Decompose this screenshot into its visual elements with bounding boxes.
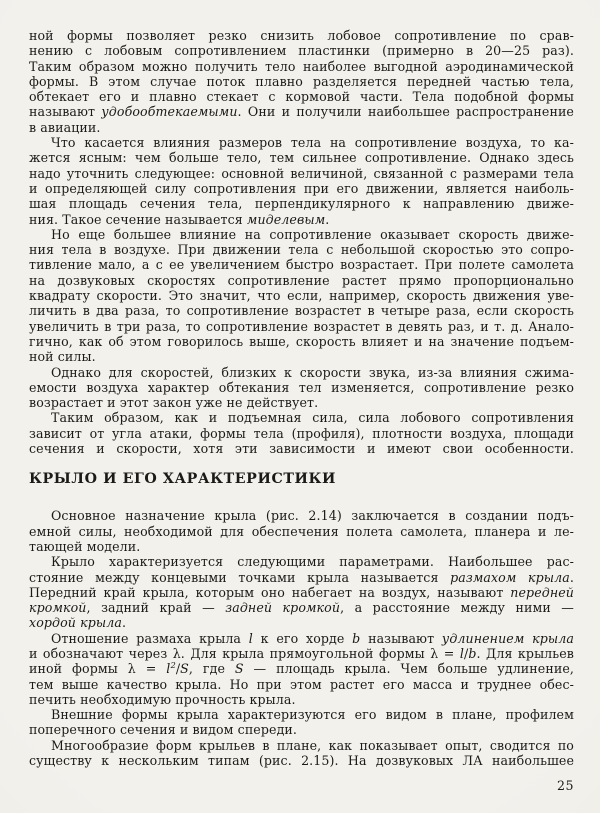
text-run: Что касается влияния размеров тела на сопротивление воздуха, то ка-	[51, 135, 574, 151]
text-line	[29, 692, 574, 707]
text-run: шая площадь сечения тела, перпендикулярного к направлению движе-	[29, 196, 574, 212]
text-line	[29, 524, 574, 539]
text-run: тивление мало, а с ее увеличением быстро возрастает. При полете самолета	[29, 257, 574, 273]
text-line	[29, 59, 574, 74]
text-line	[29, 89, 574, 104]
text-run: называют	[360, 630, 442, 646]
text-run: l	[248, 630, 253, 646]
text-run: Крыло характеризуется следующими параметрами. Наибольшее рас-	[51, 554, 574, 570]
text-run: Таким образом, как и подъемная сила, сила лобового сопротивления	[51, 410, 574, 426]
text-run: миделевым	[246, 211, 326, 227]
text-run: Внешние формы крыла характеризуются его видом в плане, профилем	[51, 707, 574, 723]
text-run: в авиации.	[29, 119, 101, 135]
text-run: обтекает его и плавно стекает с кормовой части. Тела подобной формы	[29, 89, 574, 105]
text-line	[29, 43, 574, 58]
text-run: печить необходимую прочность крыла.	[29, 691, 296, 707]
paragraph	[29, 227, 574, 365]
text-run: l	[459, 645, 464, 661]
text-run: ния тела в воздухе. При движении тела с небольшой скоростью это сопро-	[29, 242, 574, 258]
text-run: /	[175, 661, 181, 677]
text-line	[29, 600, 574, 615]
text-line	[29, 257, 574, 272]
text-line	[29, 150, 574, 165]
text-run: задней кромкой	[225, 600, 341, 616]
text-run: сечения и скорости, хотя эти зависимости и имеют свои особенности.	[29, 441, 574, 457]
text-line	[29, 554, 574, 569]
text-line	[29, 196, 574, 211]
text-run: возрастает и этот закон уже не действует.	[29, 395, 319, 411]
text-line	[29, 738, 574, 753]
text-run: , задний край —	[86, 600, 226, 616]
text-run: — площадь крыла. Чем больше удлинение,	[243, 661, 574, 677]
text-line	[29, 303, 574, 318]
text-line	[29, 334, 574, 349]
text-run: емости воздуха характер обтекания тел изменяется, сопротивление резко	[29, 379, 574, 395]
page-footer	[29, 775, 574, 794]
text-line	[29, 570, 574, 585]
text-run: и определяющей силу сопротивления при его движении, является наиболь-	[29, 180, 574, 196]
text-line	[29, 631, 574, 646]
text-line	[29, 426, 574, 441]
text-line	[29, 722, 574, 737]
text-run: увеличить в три раза, то сопротивление возрастет в девять раз, и т. д. Анало-	[29, 318, 574, 334]
text-run: Многообразие форм крыльев в плане, как показывает опыт, сводится по	[51, 737, 574, 753]
text-run: кромкой	[29, 600, 87, 616]
text-line	[29, 615, 574, 630]
text-run: /	[463, 645, 469, 661]
text-run: .	[325, 211, 330, 227]
text-line	[29, 539, 574, 554]
text-line	[29, 646, 574, 661]
text-run: тем выше качество крыла. Но при этом растет его масса и труднее обес-	[29, 676, 574, 692]
text-line	[29, 242, 574, 257]
text-run: . Они и получили наибольшее распространение	[237, 104, 574, 120]
text-run: и обозначают через λ. Для крыла прямоугольной формы λ =	[29, 645, 460, 661]
text-run: надо уточнить следующее: основной величиной, связанной с размерами тела	[29, 165, 574, 181]
text-run: Но еще большее влияние на сопротивление оказывает скорость движе-	[51, 226, 574, 242]
text-line	[29, 585, 574, 600]
text-run: . Для крыльев	[476, 645, 574, 661]
text-line	[29, 441, 574, 456]
text-line	[29, 227, 574, 242]
text-run: , где	[188, 661, 235, 677]
paragraph	[29, 707, 574, 738]
text-run: называют	[29, 104, 102, 120]
text-run: формы. В этом случае поток плавно разделяется передней частью тела,	[29, 73, 574, 89]
paragraph	[29, 365, 574, 411]
text-line	[29, 410, 574, 425]
text-run: Отношение размаха крыла	[51, 630, 249, 646]
paragraph	[29, 135, 574, 227]
page-number: 25	[556, 778, 574, 794]
text-line	[29, 677, 574, 692]
text-run: b	[352, 630, 361, 646]
section-heading: КРЫЛО И ЕГО ХАРАКТЕРИСТИКИ	[29, 471, 337, 488]
text-run: ния. Такое сечение называется	[29, 211, 247, 227]
text-line	[29, 319, 574, 334]
text-run: квадрату скорости. Это значит, что если, например, скорость движения уве-	[29, 288, 574, 304]
text-line	[29, 661, 574, 676]
text-run: 2	[170, 660, 176, 671]
text-line	[29, 753, 574, 768]
text-run: Передний край крыла, которым оно набегает на воздух, называют	[29, 584, 511, 600]
text-run: зависит от угла атаки, формы тела (профиля), плотности воздуха, площади	[29, 425, 574, 441]
text-line	[29, 74, 574, 89]
text-run: передней	[510, 584, 574, 600]
paragraph	[29, 410, 574, 456]
text-line	[29, 273, 574, 288]
text-run: стояние между концевыми точками крыла называется	[29, 569, 451, 585]
text-line	[29, 28, 574, 43]
text-run: к его хорде	[252, 630, 353, 646]
text-line	[29, 365, 574, 380]
text-run: ной формы позволяет резко снизить лобовое сопротивление по срав-	[29, 28, 574, 43]
text-run: b	[468, 645, 477, 661]
text-run: ной силы.	[29, 349, 96, 365]
text-run: емной силы, необходимой для обеспечения полета самолета, планера и ле-	[29, 523, 574, 539]
text-run: Таким образом можно получить тело наиболее выгодной аэродинамической	[29, 58, 574, 74]
text-line	[29, 395, 574, 410]
text-run: .	[122, 615, 127, 631]
text-line	[29, 166, 574, 181]
text-run: иной формы λ =	[29, 661, 167, 677]
text-line	[29, 104, 574, 119]
text-run: хордой крыла	[29, 615, 122, 631]
paragraph	[29, 738, 574, 769]
text-line	[29, 120, 574, 135]
text-run: Однако для скоростей, близких к скорости звука, из-за влияния сжима-	[51, 364, 574, 380]
paragraph	[29, 631, 574, 707]
paragraph	[29, 28, 574, 135]
text-run: S	[234, 661, 244, 677]
paragraph	[29, 508, 574, 554]
text-run: личить в два раза, то сопротивление возрастет в четыре раза, если скорость	[29, 303, 574, 319]
text-line	[29, 380, 574, 395]
body-text	[29, 28, 574, 768]
text-run: на дозвуковых скоростях сопротивление растет прямо пропорционально	[29, 272, 574, 288]
paragraph	[29, 554, 574, 630]
text-run: .	[569, 569, 574, 585]
text-run: существу к нескольким типам (рис. 2.15). На дозвуковых ЛА наибольшее	[29, 753, 574, 769]
text-run: тающей модели.	[29, 538, 141, 554]
text-run: Основное назначение крыла (рис. 2.14) заключается в создании подъ-	[51, 508, 574, 524]
text-line	[29, 349, 574, 364]
text-line	[29, 508, 574, 523]
text-run: , а расстояние между ними —	[340, 600, 574, 616]
text-run: гично, как об этом говорилось выше, скорость влияет и на значение подъем-	[29, 333, 574, 349]
text-run: S	[180, 661, 189, 677]
text-line	[29, 288, 574, 303]
text-run: l	[166, 661, 171, 677]
text-column	[29, 28, 574, 794]
text-line	[29, 707, 574, 722]
text-run: удлинением крыла	[441, 630, 574, 646]
text-run: поперечного сечения и видом спереди.	[29, 722, 298, 738]
text-line	[29, 135, 574, 150]
text-run: размахом крыла	[450, 569, 570, 585]
text-run: нению с лобовым сопротивлением пластинки (примерно в 20—25 раз).	[29, 43, 574, 59]
text-line	[29, 212, 574, 227]
text-run: жется ясным: чем больше тело, тем сильнее сопротивление. Однако здесь	[29, 150, 574, 166]
text-run: удобообтекаемыми	[101, 104, 238, 120]
text-line	[29, 181, 574, 196]
